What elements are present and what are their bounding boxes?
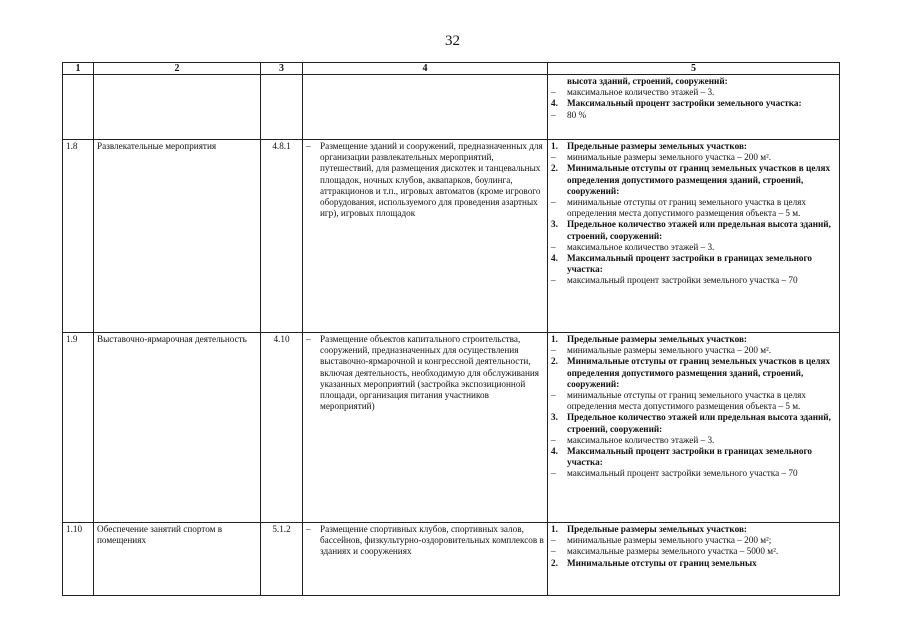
parameter-item: [551, 468, 836, 479]
parameter-item: [551, 535, 836, 546]
parameter-item: [551, 390, 836, 412]
parameter-text: максимальное количество этажей – 3.: [567, 434, 715, 445]
parameter-marker: 1.: [551, 334, 558, 344]
parameter-text: Максимальный процент застройки в границах земельного участка:: [567, 446, 813, 468]
parameter-heading: [551, 356, 836, 390]
table-row: [63, 523, 840, 596]
parameter-text: минимальные размеры земельного участка – 200 м²;: [567, 535, 772, 546]
parameter-marker: 2.: [551, 557, 558, 568]
parameter-marker: –: [551, 434, 556, 445]
parameter-marker: 4.: [551, 98, 558, 109]
use-description-cell: [303, 140, 548, 333]
use-description-text: Размещение спортивных клубов, спортивных залов, бассейнов, физкультурно-оздоровительных комплексов в зданиях и сооружениях: [320, 524, 544, 557]
column-header: 1: [63, 63, 94, 75]
use-description-text: Размещение зданий и сооружений, предназначенных для организации развлекательных мероприятий, путешествий, для размещения дискотек и танцевальных площадок, ночных клубов, аквапарков, боулинга, аттракционов и т.п., игровых автоматов (кроме игрового оборудования, используемого для проведения азартных игр), игровых площадок: [320, 141, 543, 219]
row-number-cell: [63, 75, 94, 140]
use-description: [306, 524, 544, 558]
parameter-marker: 1.: [551, 524, 558, 534]
parameter-text: максимальный процент застройки земельного участка – 70: [567, 275, 798, 286]
parameter-heading: [551, 558, 836, 569]
parameter-text: максимальное количество этажей – 3.: [567, 241, 715, 252]
parameter-item: [551, 110, 836, 121]
use-description: [306, 334, 544, 412]
parameter-marker: 2.: [551, 356, 558, 367]
parameter-item: [551, 345, 836, 356]
use-name-cell: Развлекательные мероприятия: [94, 140, 261, 333]
parameter-marker: –: [551, 152, 556, 163]
parameter-marker: –: [551, 535, 556, 546]
parameter-text: Предельные размеры земельных участков:: [567, 524, 747, 534]
row-number-cell: 1.8: [63, 140, 94, 333]
parameter-item: [551, 87, 836, 98]
parameter-marker: [551, 76, 567, 87]
use-code-cell: 5.1.2: [261, 523, 303, 596]
parameter-item: [551, 546, 836, 557]
parameters-cell: [548, 140, 840, 333]
parameter-text: Предельные размеры земельных участков:: [567, 141, 747, 151]
parameter-text: Максимальный процент застройки в границах земельного участка:: [567, 253, 813, 275]
parameter-text: Максимальный процент застройки земельного участка:: [567, 98, 802, 109]
parameter-marker: –: [551, 468, 556, 479]
parameter-text: Минимальные отступы от границ земельных: [567, 557, 757, 568]
parameter-marker: –: [551, 241, 556, 252]
parameter-text: Предельное количество этажей или предельная высота зданий, строений, сооружений:: [567, 412, 831, 434]
parameter-marker: –: [551, 275, 556, 286]
row-number-cell: 1.10: [63, 523, 94, 596]
parameter-heading: [551, 253, 836, 275]
parameter-marker: 3.: [551, 219, 558, 230]
parameter-text: максимальные размеры земельного участка – 5000 м².: [567, 546, 779, 557]
use-name-cell: Обеспечение занятий спортом в помещениях: [94, 523, 261, 596]
use-description: [306, 141, 544, 219]
use-description-cell: [303, 333, 548, 523]
parameter-item: [551, 197, 836, 219]
use-description-cell: [303, 523, 548, 596]
column-header: 4: [303, 63, 548, 75]
dash-marker: –: [306, 141, 311, 151]
parameter-text: минимальные размеры земельного участка – 200 м².: [567, 152, 772, 163]
parameter-heading: [551, 524, 836, 535]
parameter-item: [551, 275, 836, 286]
parameter-text: высота зданий, строений, сооружений:: [567, 76, 728, 86]
parameter-heading: [551, 334, 836, 345]
parameter-marker: –: [551, 87, 556, 98]
parameter-text: Минимальные отступы от границ земельных участков в целях определения допустимого размещения зданий, строений, сооружений:: [567, 163, 831, 196]
column-number-row: [63, 63, 840, 75]
parameter-item: [551, 242, 836, 253]
column-header: 3: [261, 63, 303, 75]
use-name-cell: Выставочно-ярмарочная деятельность: [94, 333, 261, 523]
parameters-cell: [548, 333, 840, 523]
parameter-heading: [551, 446, 836, 468]
parameter-heading: [551, 412, 836, 434]
parameter-marker: 4.: [551, 446, 558, 457]
parameter-heading: [551, 98, 836, 109]
parameter-marker: –: [551, 345, 556, 356]
parameter-text: максимальное количество этажей – 3.: [567, 87, 715, 98]
parameter-text: минимальные отступы от границ земельного участка в целях определения места допустимого размещения объекта – 5 м.: [567, 390, 806, 412]
parameter-marker: 4.: [551, 253, 558, 264]
parameter-text: минимальные отступы от границ земельного участка в целях определения места допустимого размещения объекта – 5 м.: [567, 197, 806, 219]
table-row: [63, 140, 840, 333]
dash-marker: –: [306, 524, 311, 534]
column-header: 2: [94, 63, 261, 75]
parameter-text: Минимальные отступы от границ земельных участков в целях определения допустимого размещения зданий, строений, сооружений:: [567, 356, 831, 389]
parameter-item: [551, 435, 836, 446]
parameter-heading: [551, 163, 836, 197]
dash-marker: –: [306, 334, 311, 344]
parameter-text: 80 %: [567, 109, 587, 120]
parameter-marker: 3.: [551, 412, 558, 423]
use-name-cell: [94, 75, 261, 140]
parameter-text: Предельное количество этажей или предельная высота зданий, строений, сооружений:: [567, 219, 831, 241]
parameter-marker: –: [551, 546, 556, 557]
row-number-cell: 1.9: [63, 333, 94, 523]
parameter-text: Предельные размеры земельных участков:: [567, 334, 747, 344]
parameters-cell: [548, 75, 840, 140]
parameter-heading: [551, 141, 836, 152]
parameters-cell: [548, 523, 840, 596]
use-code-cell: [261, 75, 303, 140]
parameter-item: [551, 152, 836, 163]
column-header: 5: [548, 63, 840, 75]
parameter-heading: [551, 76, 836, 87]
page-number: 32: [445, 33, 460, 49]
parameter-marker: 1.: [551, 141, 558, 151]
parameter-marker: 2.: [551, 163, 558, 174]
table-row: [63, 333, 840, 523]
parameter-marker: –: [551, 390, 556, 401]
use-code-cell: 4.10: [261, 333, 303, 523]
use-code-cell: 4.8.1: [261, 140, 303, 333]
use-description-text: Размещение объектов капитального строительства, сооружений, предназначенных для осуществления выставочно-ярмарочной и конгрессной деятельности, включая деятельность, необходимую для обслуживания указанных мероприятий (застройка экспозиционной площади, организация питания участников мероприятий): [320, 334, 540, 412]
parameter-text: минимальные размеры земельного участка – 200 м².: [567, 345, 772, 356]
parameter-heading: [551, 219, 836, 241]
regulations-table: [62, 62, 840, 596]
parameter-text: максимальный процент застройки земельного участка – 70: [567, 468, 798, 479]
parameter-marker: –: [551, 109, 556, 120]
table-row: [63, 75, 840, 140]
parameter-marker: –: [551, 197, 556, 208]
use-description-cell: [303, 75, 548, 140]
table-body: [63, 75, 840, 596]
